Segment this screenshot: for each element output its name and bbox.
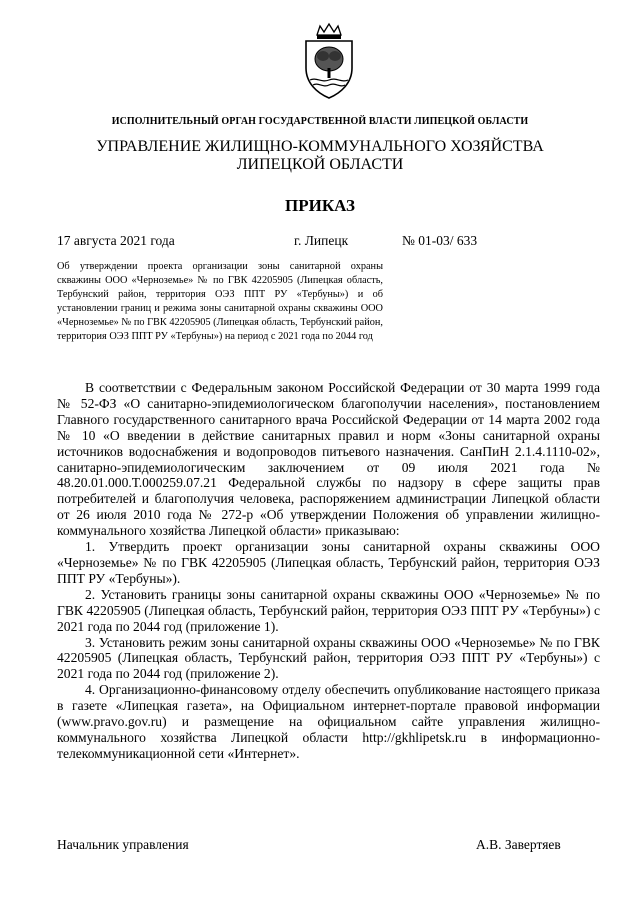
preamble-paragraph: В соответствии с Федеральным законом Российской Федерации от 30 марта 1999 года № 52-ФЗ «О санитарно-эпидемиологическом благополучии населения», постановлением Главного государственного санитарного врача Российской Федерации от 14 марта 2002 года № 10 «О введении в действие санитарных правил и норм «Зоны санитарной охраны источников водоснабжения и водопроводов питьевого назначения. СанПиН 2.1.4.1110-02», санитарно-эпидемиологическим заключением от 09 июля 2021 года № 48.20.01.000.Т.000259.07.21 Федеральной службы по надзору в сфере защиты прав потребителей и благополучия человека, распоряжением администрации Липецкой области от 26 июля 2010 года № 272-р «Об утверждении Положения об управлении жилищно-коммунального хозяйства Липецкой области» приказываю: [57, 380, 600, 539]
department-line-1: УПРАВЛЕНИЕ ЖИЛИЩНО-КОММУНАЛЬНОГО ХОЗЯЙСТВА [96, 138, 544, 155]
department-line-2: ЛИПЕЦКОЙ ОБЛАСТИ [236, 156, 404, 173]
issuing-authority: ИСПОЛНИТЕЛЬНЫЙ ОРГАН ГОСУДАРСТВЕННОЙ ВЛАСТИ ЛИПЕЦКОЙ ОБЛАСТИ [111, 116, 529, 127]
order-date: 17 августа 2021 года [57, 233, 175, 248]
order-city: г. Липецк [294, 233, 349, 248]
order-body [57, 380, 600, 762]
order-subject: Об утверждении проекта организации зоны санитарной охраны скважины ООО «Черноземье» № по ГВК 42205905 (Липецкая область, Тербунский район, территория ОЭЗ ППТ РУ «Тербуны») и об установлении границ и режима зоны санитарной охраны скважины ООО «Черноземье» № по ГВК 42205905 (Липецкая область, Тербунский район, территория ОЭЗ ППТ РУ «Тербуны») на период с 2021 года по 2044 год [57, 261, 383, 342]
order-item-3: 3. Установить режим зоны санитарной охраны скважины ООО «Черноземье» № по ГВК 42205905 (Липецкая область, Тербунский район, территория ОЭЗ ППТ РУ «Тербуны») с 2021 года по 2044 год (приложение 2). [57, 634, 600, 682]
department-name [0, 138, 640, 174]
order-item-4: 4. Организационно-финансовому отделу обеспечить опубликование настоящего приказа в газете «Липецкая газета», на Официальном интернет-портале правовой информации (www.pravo.gov.ru) и размещение на официальном сайте управления жилищно-коммунального хозяйства Липецкой области http://gkhlipetsk.ru в информационно-телекоммуникационной сети «Интернет». [57, 682, 600, 761]
order-item-1: 1. Утвердить проект организации зоны санитарной охраны скважины ООО «Черноземье» № по ГВК 42205905 (Липецкая область, Тербунский район, территория ОЭЗ ППТ РУ «Тербуны»). [57, 539, 600, 586]
signatory-name: А.В. Завертяев [476, 837, 561, 852]
signatory-title: Начальник управления [57, 837, 189, 852]
coat-of-arms-icon [300, 22, 358, 100]
document-type: ПРИКАЗ [285, 196, 355, 215]
order-item-2: 2. Установить границы зоны санитарной охраны скважины ООО «Черноземье» № по ГВК 42205905 (Липецкая область, Тербунский район, территория ОЭЗ ППТ РУ «Тербуны») с 2021 года по 2044 год (приложение 1). [57, 586, 600, 634]
order-number: № 01-03/ 633 [402, 233, 478, 248]
